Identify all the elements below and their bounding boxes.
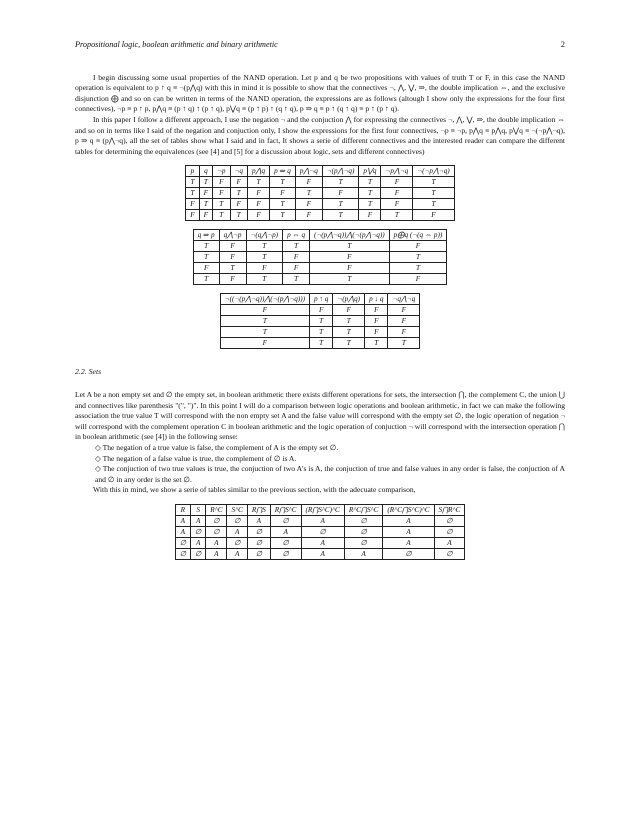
column-header: p⋀q [247,166,269,177]
table-row [175,548,465,559]
table-cell: F [322,188,359,199]
column-header: ¬p⋀¬q [381,166,413,177]
table-row [186,199,454,210]
table-cell: ∅ [227,537,247,548]
column-header: (R⋂S^C)^C [301,504,344,515]
table-cell: T [283,274,310,285]
column-header: R⋂S^C [270,504,301,515]
table-cell: ∅ [383,548,434,559]
table-cell: A [301,537,344,548]
table-cell: F [389,274,447,285]
table-cell: T [389,263,447,274]
table-row [193,263,447,274]
truth-table-2 [193,229,448,285]
table-row [220,316,420,327]
column-header: p⋀¬q [295,166,322,177]
table-cell: F [388,316,420,327]
column-header: S^C [227,504,247,515]
column-header: R^C⋂S^C [344,504,383,515]
table-cell: T [199,199,212,210]
table-cell: T [388,338,420,349]
table-row [193,252,447,263]
table-cell: F [186,199,199,210]
bullet-conjuction: ◇ The conjuction of two true values is true, the conjuction of two A's is A, the conjuction of true and false values in any order is false, the conjuction of A and ∅ in any order is the set ∅. [95,464,565,484]
column-header: S [191,504,206,515]
column-header: p ↑ q [309,294,332,305]
table-cell: F [389,241,447,252]
table-header-row [175,504,465,515]
column-header: (¬(p⋀¬q))⋀(¬(p⋀¬q)) [310,230,390,241]
table-cell: ∅ [191,548,206,559]
table-cell: A [206,537,227,548]
table-row [220,305,420,316]
table-cell: F [283,252,310,263]
table-cell: T [193,252,219,263]
paragraph-tables-intro: With this in mind, we show a serie of tables similar to the previous section, with the adecuate comparison, [93,485,416,495]
table-cell: F [270,188,296,199]
column-header: R⋂S [247,504,270,515]
table-cell: T [270,210,296,221]
table-cell: F [413,210,454,221]
table-cell: A [191,537,206,548]
table-cell: F [220,338,309,349]
column-header: p ⇒ q [270,166,296,177]
table-cell: F [247,210,269,221]
table-row [193,241,447,252]
table-cell: ∅ [344,526,383,537]
column-header: ¬((¬(p⋀¬q))⋀(¬(p⋀¬q))) [220,294,309,305]
table-cell: T [246,274,283,285]
table-cell: F [381,188,413,199]
table-cell: T [309,338,332,349]
table-cell: ∅ [270,537,301,548]
column-header: ¬(p⋀¬q) [322,166,359,177]
section-heading: 2.2. Sets [75,367,102,377]
table-cell: T [333,316,365,327]
table-cell: T [186,177,199,188]
table-cell: F [213,177,230,188]
table-cell: F [219,252,246,263]
table-cell: A [227,548,247,559]
table-row [186,188,454,199]
table-cell: A [227,526,247,537]
table-cell: T [230,188,247,199]
table-cell: T [246,252,283,263]
table-cell: T [322,177,359,188]
table-cell: F [186,210,199,221]
table-cell: A [175,526,190,537]
table-cell: A [301,515,344,526]
set-table [175,504,466,560]
page-number: 2 [560,40,565,49]
table-row [220,338,420,349]
table-cell: A [247,515,270,526]
table-cell: ∅ [227,515,247,526]
table-header-row [186,166,454,177]
table-cell: F [247,199,269,210]
table-cell: T [359,188,381,199]
table-cell: T [310,274,390,285]
header-title: Propositional logic, boolean arithmetic and binary arithmetic [75,40,278,49]
paragraph-approach: In this paper I follow a different approach, I use the negation ¬ and the conjuction ⋀ for expressing the connectives ¬, ⋀, ⋁, ⇒, the double implication ⇔ and so on in terms like I said of the negation and conjuction only, I show the expressions for the first four connectives, ¬p ≡ ¬p, p⋀q ≡ p⋀q, p⋁q ≡ ¬(¬p⋀¬q), p ⇒ q ≡ (p⋀¬q), all the set of tables show what I said and in fact, It shows a serie of different connectives and the interested reader can compare the different tables for determining the equivalences (see [4] and [5] for a discussion about logic, sets and different connectives) [75,114,565,156]
truth-table-1 [185,165,454,221]
table-cell: ∅ [434,515,465,526]
table-cell: ∅ [247,548,270,559]
table-cell: T [333,338,365,349]
table-cell: T [230,210,247,221]
table-header-row [220,294,420,305]
column-header: S⋂R^C [434,504,465,515]
table-cell: T [270,177,296,188]
table-cell: A [383,515,434,526]
table-cell: A [175,515,190,526]
table-header-row [193,230,447,241]
table-cell: T [333,327,365,338]
bullet-negation-false: ◇ The negation of a false value is true, the complement of ∅ is A. [95,453,297,463]
table-row [175,526,465,537]
table-cell: F [365,327,388,338]
table-cell: F [199,188,212,199]
table-cell: T [322,210,359,221]
table-cell: T [295,188,322,199]
table-cell: F [295,177,322,188]
column-header: ¬(¬p⋀¬q) [413,166,454,177]
bullet-negation-true: ◇ The negation of a true value is false, the complement of A is the empty set ∅. [95,442,339,452]
table-cell: T [381,210,413,221]
table-cell: T [365,338,388,349]
table-cell: F [246,263,283,274]
table-cell: ∅ [175,537,190,548]
column-header: ¬q⋀¬q [388,294,420,305]
table-cell: ∅ [344,537,383,548]
table-cell: ∅ [206,515,227,526]
table-cell: T [193,241,219,252]
table-cell: ∅ [434,526,465,537]
table-cell: T [413,199,454,210]
table-cell: ∅ [301,526,344,537]
table-cell: F [219,274,246,285]
table-cell: T [309,316,332,327]
table-cell: ∅ [175,548,190,559]
table-cell: A [344,548,383,559]
paragraph-nand-intro: I begin discussing some usual properties of the NAND operation. Let p and q be two propositions with values of truth T or F, in this case the NAND operation is equivalent to p ↑ q ≡ ¬(p⋀q) with this in mind it is possible to show that the connectives ¬, ⋀, ⋁, ⇒, the double implication ⇔, and the exclusive disjunction ⨁ and so on can be written in terms of the NAND operation, the expressions are as follows (altough I show only the expressions for the four first connectives), ¬p ≡ p ↑ p, p⋀q ≡ (p ↑ q) ↑ (p ↑ q), p⋁q ≡ (p ↑ p) ↑ (q ↑ q), p ⇒ q ≡ p ↑ (q ↑ q) ≡ p ↑ (p ↑ q). [75,72,565,114]
table-cell: A [191,515,206,526]
running-header [75,40,565,51]
paragraph-sets: Let A be a non empty set and ∅ the empty set, in boolean arithmetic there exists different operations for sets, the intersection ⋂, the complement C, the union ⋃ and connectives like parenthesis "(", ")". In this point I will do a comparison between logic operations and boolean arithmetic, in fact we can make the following association the true value T will correspond with the non empty set A and the false value will correspond with the empty set ∅, the logic operation of negation ¬ will correspond with the complement operation C in boolean arithmetic and the logic operation of conjuction ¬ will correspond with the intersection operation ⋂ in boolean arithmetic (see [4]) in the following sense: [75,389,565,442]
table-cell: A [206,548,227,559]
table-cell: T [270,199,296,210]
table-cell: F [193,263,219,274]
table-cell: F [247,188,269,199]
table-cell: T [413,177,454,188]
table-cell: A [301,548,344,559]
table-cell: T [186,188,199,199]
column-header: R [175,504,190,515]
table-row [175,537,465,548]
table-row [220,327,420,338]
table-cell: T [246,241,283,252]
table-cell: F [388,305,420,316]
column-header: p⨁q (¬(q ⇔ p)) [389,230,447,241]
table-cell: T [413,188,454,199]
table-cell: ∅ [191,526,206,537]
table-cell: T [220,327,309,338]
table-cell: T [193,274,219,285]
table-cell: ∅ [247,526,270,537]
table-cell: T [219,263,246,274]
column-header: q⋀¬p [219,230,246,241]
table-cell: T [213,210,230,221]
table-cell: F [359,210,381,221]
table-cell: T [199,177,212,188]
table-row [186,177,454,188]
table-cell: F [333,305,365,316]
table-cell: F [365,305,388,316]
table-cell: ∅ [344,515,383,526]
table-cell: F [230,199,247,210]
column-header: (R^C⋂S^C)^C [383,504,434,515]
table-row [193,274,447,285]
table-cell: T [359,177,381,188]
table-cell: F [199,210,212,221]
table-cell: F [381,177,413,188]
table-cell: T [213,199,230,210]
table-cell: F [388,327,420,338]
table-cell: T [310,241,390,252]
column-header: R^C [206,504,227,515]
table-cell: F [230,177,247,188]
table-cell: F [309,305,332,316]
column-header: p ↓ q [365,294,388,305]
table-cell: F [219,241,246,252]
table-cell: F [295,210,322,221]
paper-page [75,40,565,568]
table-cell: T [322,199,359,210]
table-cell: T [359,199,381,210]
table-cell: T [220,316,309,327]
table-cell: ∅ [206,526,227,537]
column-header: ¬(q⋀¬p) [246,230,283,241]
table-cell: T [247,177,269,188]
column-header: p ⇔ q [283,230,310,241]
table-cell: A [270,526,301,537]
column-header: p⋁q [359,166,381,177]
table-cell: T [309,327,332,338]
column-header: ¬p [213,166,230,177]
column-header: q ⇒ p [193,230,219,241]
table-cell: ∅ [270,548,301,559]
table-cell: ∅ [270,515,301,526]
table-cell: F [213,188,230,199]
table-cell: A [383,537,434,548]
truth-table-3 [220,293,421,349]
table-row [186,210,454,221]
table-cell: F [310,252,390,263]
column-header: ¬q [230,166,247,177]
table-cell: T [283,241,310,252]
table-cell: F [220,305,309,316]
table-cell: ∅ [434,548,465,559]
table-cell: F [365,316,388,327]
table-cell: ∅ [247,537,270,548]
table-cell: F [381,199,413,210]
column-header: p [186,166,199,177]
table-cell: F [295,199,322,210]
table-cell: A [383,526,434,537]
table-cell: F [310,263,390,274]
table-row [175,515,465,526]
column-header: q [199,166,212,177]
table-cell: A [434,537,465,548]
column-header: ¬(p⋀q) [333,294,365,305]
table-cell: T [389,252,447,263]
table-cell: F [283,263,310,274]
